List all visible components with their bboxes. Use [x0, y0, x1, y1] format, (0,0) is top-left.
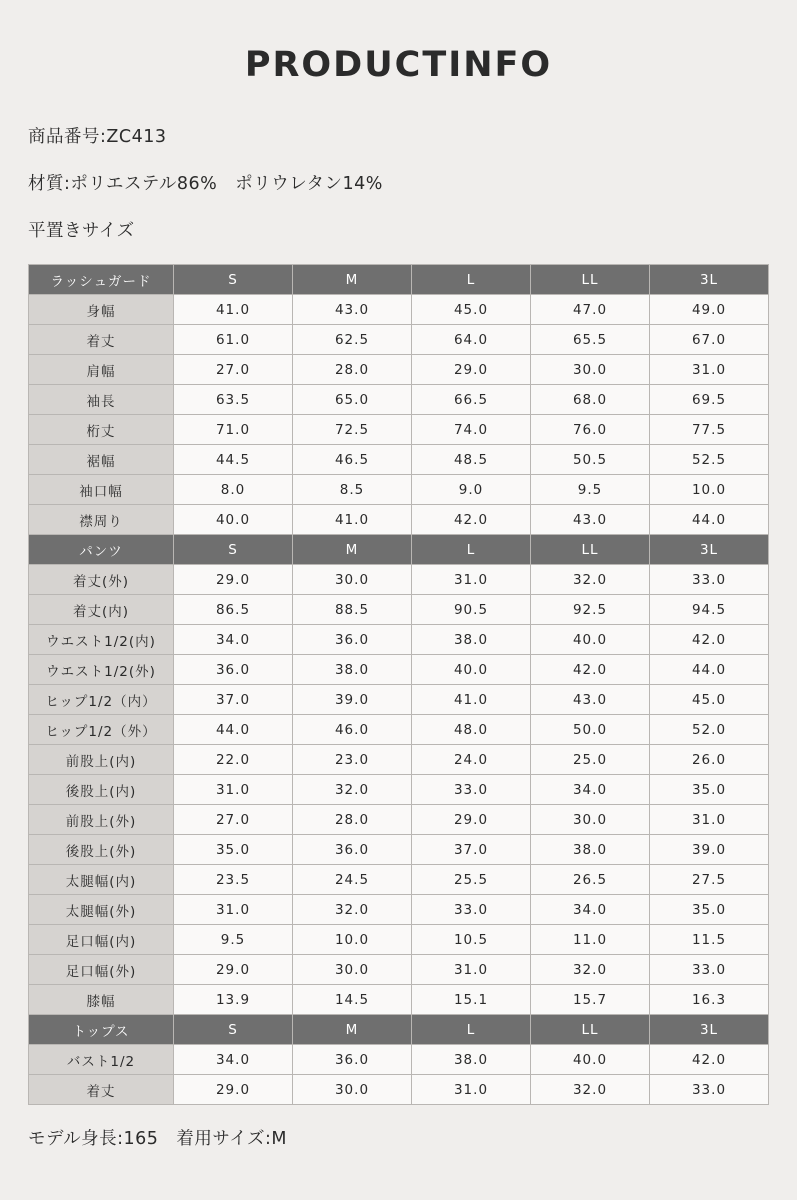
row-label: 着丈(外) [29, 565, 174, 595]
column-header: L [412, 265, 531, 295]
measurement-cell: 64.0 [412, 325, 531, 355]
measurement-cell: 67.0 [650, 325, 769, 355]
measurement-cell: 31.0 [650, 355, 769, 385]
measurement-cell: 11.0 [531, 925, 650, 955]
measurement-cell: 31.0 [412, 955, 531, 985]
measurement-cell: 37.0 [174, 685, 293, 715]
measurement-cell: 26.0 [650, 745, 769, 775]
measurement-cell: 61.0 [174, 325, 293, 355]
table-row [29, 835, 769, 865]
row-label: 桁丈 [29, 415, 174, 445]
measurement-cell: 32.0 [531, 565, 650, 595]
column-header: S [174, 1015, 293, 1045]
column-header: L [412, 535, 531, 565]
measurement-cell: 86.5 [174, 595, 293, 625]
measurement-cell: 43.0 [293, 295, 412, 325]
measurement-cell: 40.0 [531, 1045, 650, 1075]
flat-size-note: 平置きサイズ [28, 221, 135, 241]
measurement-cell: 10.5 [412, 925, 531, 955]
row-label: バスト1/2 [29, 1045, 174, 1075]
measurement-cell: 50.5 [531, 445, 650, 475]
measurement-cell: 36.0 [174, 655, 293, 685]
measurement-cell: 37.0 [412, 835, 531, 865]
table-row [29, 955, 769, 985]
measurement-cell: 43.0 [531, 685, 650, 715]
measurement-cell: 9.5 [531, 475, 650, 505]
measurement-cell: 34.0 [531, 775, 650, 805]
table-section-header [29, 535, 769, 565]
model-info: モデル身長:165 着用サイズ:M [28, 1129, 288, 1149]
measurement-cell: 50.0 [531, 715, 650, 745]
column-header: M [293, 1015, 412, 1045]
measurement-cell: 71.0 [174, 415, 293, 445]
measurement-cell: 23.0 [293, 745, 412, 775]
table-row [29, 505, 769, 535]
measurement-cell: 40.0 [174, 505, 293, 535]
table-row [29, 715, 769, 745]
column-header: M [293, 265, 412, 295]
measurement-cell: 24.5 [293, 865, 412, 895]
column-header: 3L [650, 535, 769, 565]
measurement-cell: 29.0 [412, 805, 531, 835]
measurement-cell: 44.5 [174, 445, 293, 475]
measurement-cell: 69.5 [650, 385, 769, 415]
measurement-cell: 29.0 [174, 1075, 293, 1105]
measurement-cell: 30.0 [293, 565, 412, 595]
measurement-cell: 30.0 [531, 355, 650, 385]
measurement-cell: 31.0 [650, 805, 769, 835]
measurement-cell: 41.0 [293, 505, 412, 535]
row-label: 肩幅 [29, 355, 174, 385]
column-header: LL [531, 265, 650, 295]
size-table [28, 264, 769, 1105]
row-label: 裾幅 [29, 445, 174, 475]
measurement-cell: 13.9 [174, 985, 293, 1015]
table-row [29, 895, 769, 925]
column-header: L [412, 1015, 531, 1045]
measurement-cell: 39.0 [293, 685, 412, 715]
measurement-cell: 45.0 [412, 295, 531, 325]
row-label: 襟周り [29, 505, 174, 535]
measurement-cell: 15.1 [412, 985, 531, 1015]
measurement-cell: 88.5 [293, 595, 412, 625]
measurement-cell: 36.0 [293, 835, 412, 865]
row-label: 着丈(内) [29, 595, 174, 625]
measurement-cell: 29.0 [412, 355, 531, 385]
measurement-cell: 42.0 [531, 655, 650, 685]
measurement-cell: 26.5 [531, 865, 650, 895]
row-label: 袖口幅 [29, 475, 174, 505]
measurement-cell: 42.0 [650, 1045, 769, 1075]
table-row [29, 415, 769, 445]
column-header: S [174, 535, 293, 565]
measurement-cell: 33.0 [650, 565, 769, 595]
measurement-cell: 48.0 [412, 715, 531, 745]
measurement-cell: 36.0 [293, 1045, 412, 1075]
row-label: ウエスト1/2(外) [29, 655, 174, 685]
measurement-cell: 68.0 [531, 385, 650, 415]
table-row [29, 685, 769, 715]
measurement-cell: 72.5 [293, 415, 412, 445]
measurement-cell: 32.0 [293, 895, 412, 925]
measurement-cell: 8.5 [293, 475, 412, 505]
table-row [29, 295, 769, 325]
measurement-cell: 31.0 [174, 775, 293, 805]
measurement-cell: 90.5 [412, 595, 531, 625]
table-row [29, 445, 769, 475]
measurement-cell: 38.0 [531, 835, 650, 865]
measurement-cell: 40.0 [531, 625, 650, 655]
measurement-cell: 31.0 [412, 1075, 531, 1105]
table-row [29, 325, 769, 355]
table-row [29, 625, 769, 655]
measurement-cell: 49.0 [650, 295, 769, 325]
measurement-cell: 41.0 [174, 295, 293, 325]
measurement-cell: 32.0 [531, 1075, 650, 1105]
measurement-cell: 52.5 [650, 445, 769, 475]
measurement-cell: 25.5 [412, 865, 531, 895]
row-label: 身幅 [29, 295, 174, 325]
row-label: 後股上(外) [29, 835, 174, 865]
row-label: 太腿幅(内) [29, 865, 174, 895]
measurement-cell: 46.5 [293, 445, 412, 475]
measurement-cell: 40.0 [412, 655, 531, 685]
measurement-cell: 38.0 [412, 625, 531, 655]
row-label: 足口幅(外) [29, 955, 174, 985]
measurement-cell: 25.0 [531, 745, 650, 775]
column-header: LL [531, 1015, 650, 1045]
measurement-cell: 65.5 [531, 325, 650, 355]
measurement-cell: 38.0 [293, 655, 412, 685]
measurement-cell: 42.0 [650, 625, 769, 655]
measurement-cell: 66.5 [412, 385, 531, 415]
measurement-cell: 44.0 [650, 505, 769, 535]
measurement-cell: 43.0 [531, 505, 650, 535]
measurement-cell: 27.0 [174, 805, 293, 835]
table-row [29, 865, 769, 895]
measurement-cell: 33.0 [650, 1075, 769, 1105]
measurement-cell: 42.0 [412, 505, 531, 535]
measurement-cell: 23.5 [174, 865, 293, 895]
measurement-cell: 28.0 [293, 805, 412, 835]
table-row [29, 565, 769, 595]
table-row [29, 985, 769, 1015]
measurement-cell: 38.0 [412, 1045, 531, 1075]
measurement-cell: 15.7 [531, 985, 650, 1015]
measurement-cell: 94.5 [650, 595, 769, 625]
table-row [29, 775, 769, 805]
measurement-cell: 65.0 [293, 385, 412, 415]
measurement-cell: 29.0 [174, 565, 293, 595]
measurement-cell: 35.0 [650, 775, 769, 805]
measurement-cell: 27.0 [174, 355, 293, 385]
row-label: 後股上(内) [29, 775, 174, 805]
measurement-cell: 34.0 [174, 1045, 293, 1075]
measurement-cell: 33.0 [650, 955, 769, 985]
measurement-cell: 34.0 [174, 625, 293, 655]
measurement-cell: 77.5 [650, 415, 769, 445]
measurement-cell: 28.0 [293, 355, 412, 385]
column-header: 3L [650, 265, 769, 295]
row-label: 足口幅(内) [29, 925, 174, 955]
table-row [29, 805, 769, 835]
measurement-cell: 47.0 [531, 295, 650, 325]
product-material: 材質:ポリエステル86% ポリウレタン14% [28, 174, 383, 194]
row-label: ヒップ1/2（内） [29, 685, 174, 715]
measurement-cell: 41.0 [412, 685, 531, 715]
measurement-cell: 44.0 [174, 715, 293, 745]
column-header: 3L [650, 1015, 769, 1045]
measurement-cell: 35.0 [174, 835, 293, 865]
measurement-cell: 45.0 [650, 685, 769, 715]
row-label: 袖長 [29, 385, 174, 415]
section-name: ラッシュガード [29, 265, 174, 295]
measurement-cell: 33.0 [412, 895, 531, 925]
measurement-cell: 30.0 [293, 1075, 412, 1105]
table-row [29, 1075, 769, 1105]
measurement-cell: 31.0 [412, 565, 531, 595]
table-row [29, 745, 769, 775]
measurement-cell: 74.0 [412, 415, 531, 445]
row-label: 太腿幅(外) [29, 895, 174, 925]
measurement-cell: 16.3 [650, 985, 769, 1015]
row-label: ヒップ1/2（外） [29, 715, 174, 745]
measurement-cell: 29.0 [174, 955, 293, 985]
measurement-cell: 35.0 [650, 895, 769, 925]
table-section-header [29, 265, 769, 295]
measurement-cell: 39.0 [650, 835, 769, 865]
measurement-cell: 24.0 [412, 745, 531, 775]
product-number: 商品番号:ZC413 [28, 127, 167, 147]
measurement-cell: 32.0 [293, 775, 412, 805]
table-row [29, 595, 769, 625]
measurement-cell: 27.5 [650, 865, 769, 895]
measurement-cell: 9.0 [412, 475, 531, 505]
row-label: 前股上(外) [29, 805, 174, 835]
row-label: 膝幅 [29, 985, 174, 1015]
table-row [29, 655, 769, 685]
section-name: トップス [29, 1015, 174, 1045]
product-info-block [0, 123, 797, 242]
table-row [29, 475, 769, 505]
row-label: 着丈 [29, 325, 174, 355]
measurement-cell: 92.5 [531, 595, 650, 625]
measurement-cell: 31.0 [174, 895, 293, 925]
measurement-cell: 8.0 [174, 475, 293, 505]
measurement-cell: 10.0 [293, 925, 412, 955]
measurement-cell: 52.0 [650, 715, 769, 745]
section-name: パンツ [29, 535, 174, 565]
column-header: LL [531, 535, 650, 565]
measurement-cell: 10.0 [650, 475, 769, 505]
page-title: PRODUCTINFO [244, 45, 553, 85]
row-label: ウエスト1/2(内) [29, 625, 174, 655]
measurement-cell: 63.5 [174, 385, 293, 415]
table-row [29, 925, 769, 955]
measurement-cell: 48.5 [412, 445, 531, 475]
measurement-cell: 34.0 [531, 895, 650, 925]
table-row [29, 385, 769, 415]
table-row [29, 1045, 769, 1075]
row-label: 前股上(内) [29, 745, 174, 775]
measurement-cell: 30.0 [531, 805, 650, 835]
measurement-cell: 62.5 [293, 325, 412, 355]
measurement-cell: 22.0 [174, 745, 293, 775]
measurement-cell: 9.5 [174, 925, 293, 955]
table-row [29, 355, 769, 385]
column-header: M [293, 535, 412, 565]
measurement-cell: 30.0 [293, 955, 412, 985]
measurement-cell: 46.0 [293, 715, 412, 745]
measurement-cell: 11.5 [650, 925, 769, 955]
table-section-header [29, 1015, 769, 1045]
measurement-cell: 32.0 [531, 955, 650, 985]
measurement-cell: 14.5 [293, 985, 412, 1015]
measurement-cell: 36.0 [293, 625, 412, 655]
row-label: 着丈 [29, 1075, 174, 1105]
measurement-cell: 44.0 [650, 655, 769, 685]
measurement-cell: 76.0 [531, 415, 650, 445]
measurement-cell: 33.0 [412, 775, 531, 805]
column-header: S [174, 265, 293, 295]
